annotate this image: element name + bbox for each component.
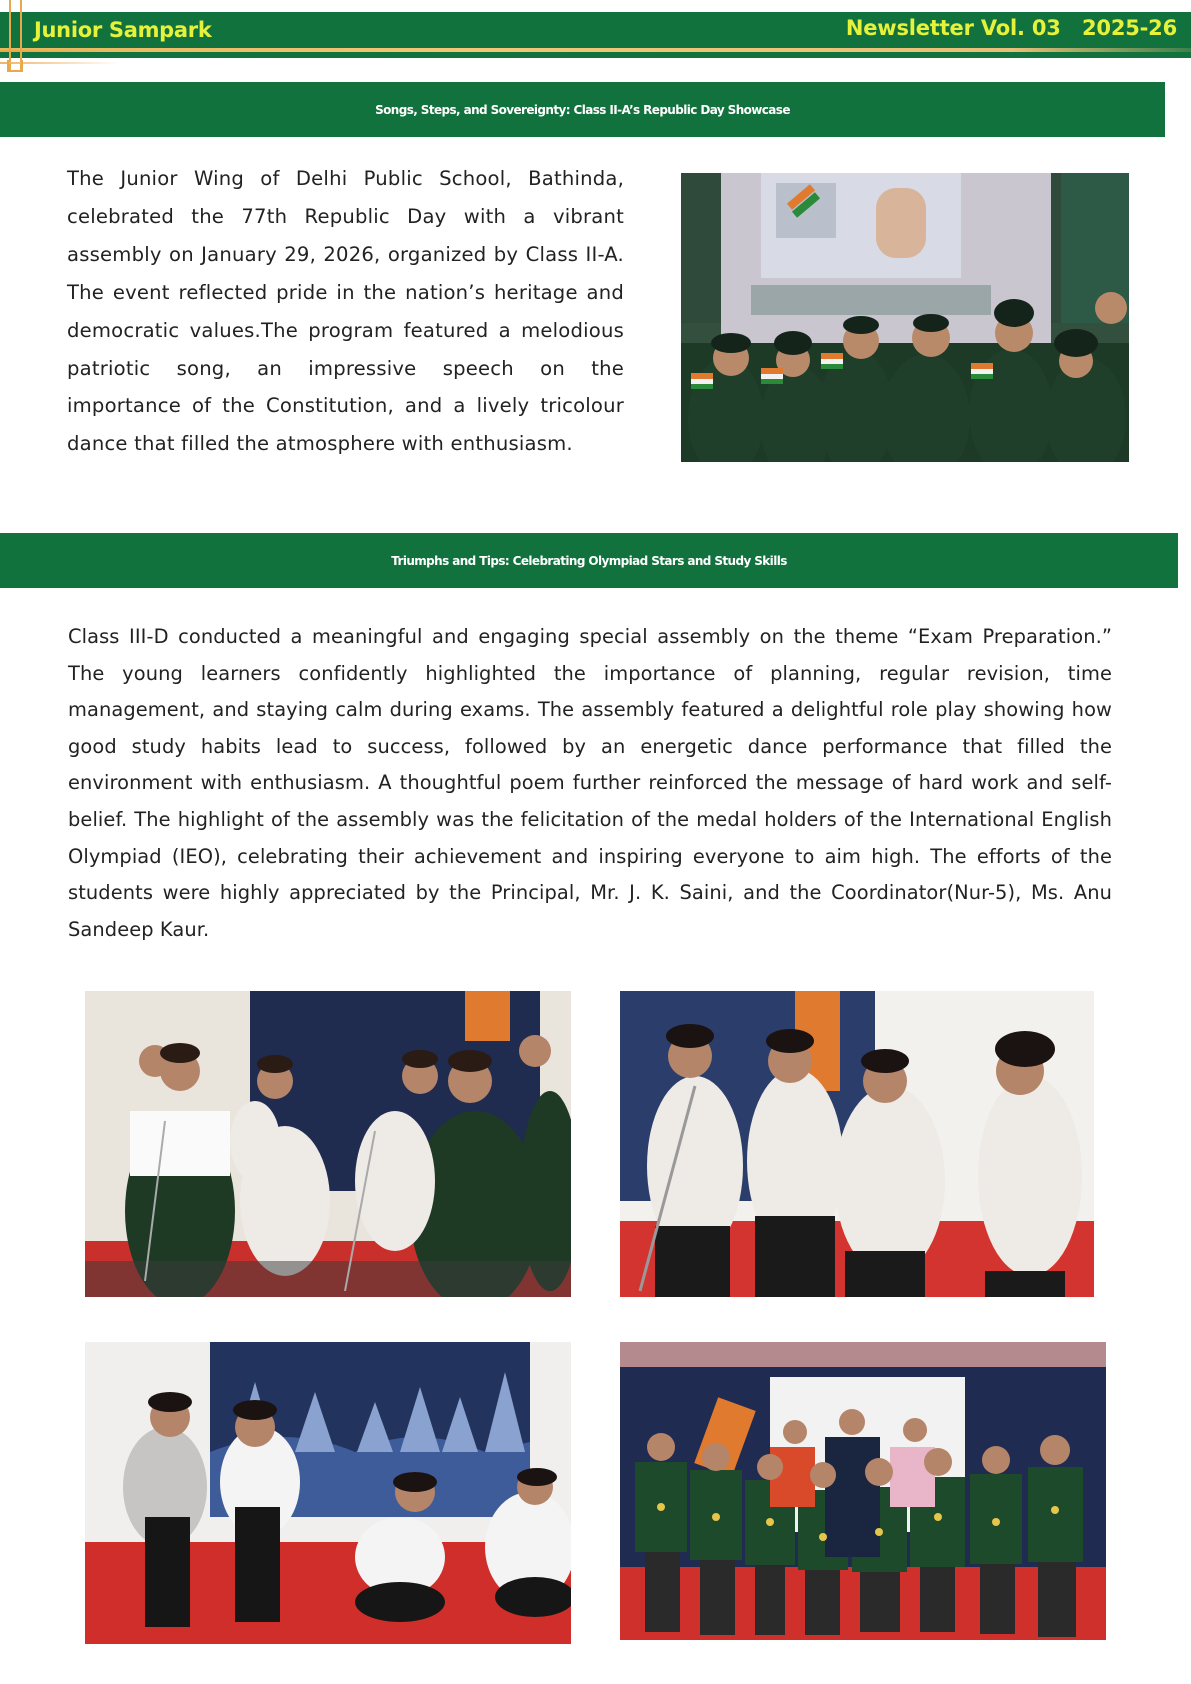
photo-students-at-microphones-image: [85, 991, 571, 1297]
corner-ornament: [0, 0, 30, 74]
section-body-republic-day: The Junior Wing of Delhi Public School, Bathinda, celebrated the 77th Republic Day with a vibrant assembly on January 29, 2026, organized by Class II-A. The event reflected pride in the nation’s heritage and democratic values.The program featured a melodious patriotic song, an impressive speech on the importance of the Constitution, and a lively tricolour dance that filled the atmosphere with enthusiasm.: [67, 167, 624, 456]
section-body-olympiad: Class III-D conducted a meaningful and engaging special assembly on the theme “Exam Preparation.” The young learners confidently highlighted the importance of planning, regular revision, time management, and staying calm during exams. The assembly featured a delightful role play showing how good study habits lead to success, followed by an energetic dance performance that filled the environment with enthusiasm. A thoughtful poem further reinforced the message of hard work and self-belief. The highlight of the assembly was the felicitation of the medal holders of the International English Olympiad (IEO), celebrating their achievement and inspiring everyone to aim high. The efforts of the students were highly appreciated by the Principal, Mr. J. K. Saini, and the Coordinator(Nur-5), Ms. Anu Sandeep Kaur.: [68, 625, 1112, 941]
ornament-square: [7, 60, 23, 72]
photo-girls-reciting-image: [620, 991, 1094, 1297]
photo-students-at-microphones: [85, 991, 571, 1297]
photo-students-saluting: [681, 173, 1129, 462]
section-heading-olympiad: Triumphs and Tips: Celebrating Olympiad Stars and Study Skills: [0, 533, 1178, 588]
photo-medal-holders: [620, 1342, 1106, 1640]
ornament-line: [0, 50, 110, 52]
newsletter-issue: Newsletter Vol. 03 2025-26: [845, 16, 1177, 40]
photo-students-saluting-image: [681, 173, 1129, 462]
photo-role-play-dance: [85, 1342, 571, 1644]
section-heading-republic-day: Songs, Steps, and Sovereignty: Class II-A’s Republic Day Showcase: [0, 82, 1165, 137]
photo-medal-holders-image: [620, 1342, 1106, 1640]
gold-rule: [0, 48, 1191, 52]
newsletter-masthead: [0, 12, 1191, 58]
photo-role-play-dance-image: [85, 1342, 571, 1644]
photo-girls-reciting: [620, 991, 1094, 1297]
newsletter-brand: Junior Sampark: [34, 18, 212, 42]
